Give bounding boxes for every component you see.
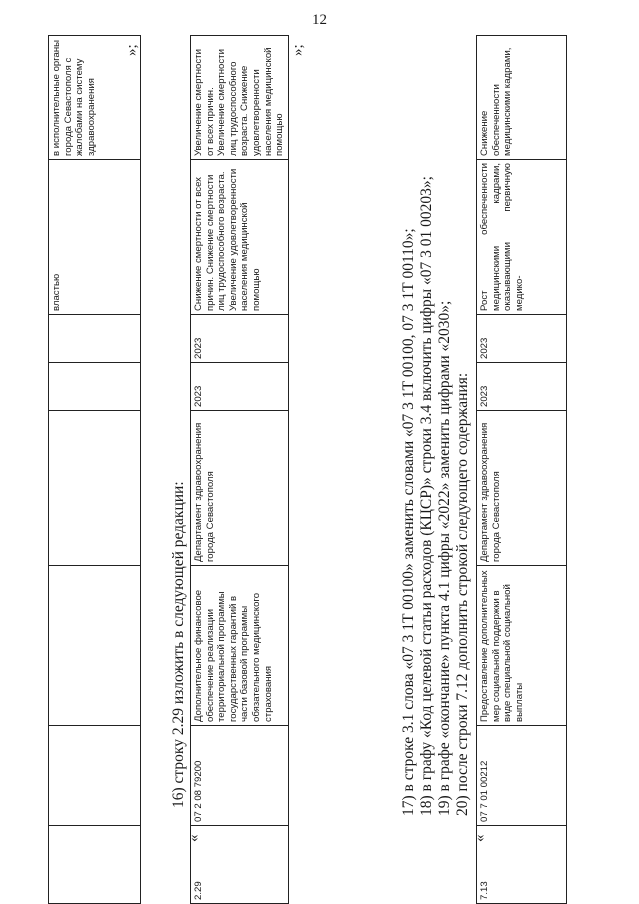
rotated-document-body: [0, 36, 580, 904]
table-cell: властью: [49, 160, 141, 315]
table-row: [191, 36, 289, 904]
instruction-17: 17) в строке 3.1 слова «07 3 1Т 00100» заменить словами «07 3 1Т 00100, 07 3 1Т 00110»;: [400, 228, 417, 816]
table-row-7-13: [476, 36, 567, 904]
table-cell: 7.13: [477, 826, 567, 904]
table-cell: Снижение смертности от всех причин. Снижение смертности лиц трудоспособного возраста. Увеличение удовлетворенности населения медицинской помощью: [191, 160, 289, 315]
table-cell: Департамент здравоохранения города Севастополя: [191, 411, 289, 566]
instruction-19: 19) в графе «окончание» пункта 4.1 цифры «2022» заменить цифрами «2030»;: [436, 300, 453, 816]
table-cell: 2023: [477, 315, 567, 363]
table-row-2-29: [190, 36, 289, 904]
table-cell: [49, 411, 141, 566]
table-fragment-top: [48, 36, 141, 904]
table-cell: 2023: [477, 363, 567, 411]
table-cell: Снижение обеспеченности медицинскими кадрами,: [477, 36, 567, 160]
table-cell: 2.29: [191, 826, 289, 904]
table-cell: Увеличение смертности от всех причин. Увеличение смертности лиц трудоспособного возраста. Снижение удовлетворенности населения медицинской помощью: [191, 36, 289, 160]
table-cell: Департамент здравоохранения города Севастополя: [477, 411, 567, 566]
instruction-18: 18) в графу «Код целевой статьи расходов (КЦСР)» строки 3.4 включить цифры «07 3 01 00203»;: [418, 176, 435, 816]
table-713: [476, 35, 567, 904]
opening-quote: «: [186, 834, 202, 842]
table-cell: Предоставление дополнительных мер социальной поддержки в виде специальной социальной выплаты: [477, 566, 567, 726]
table-row: [49, 36, 141, 904]
instruction-16: 16) строку 2.29 изложить в следующей редакции:: [170, 481, 187, 808]
table-cell: в исполнительные органы города Севастополя с жалобами на систему здравоохранения: [49, 36, 141, 160]
table-cell: 07 7 01 00212: [477, 726, 567, 826]
table-cell: Дополнительное финансовое обеспечение реализации территориальной программы государственных гарантий в части базовой программы обязательного медицинского страхования: [191, 566, 289, 726]
table-229: [190, 35, 289, 904]
table-cell: 07 2 08 79200: [191, 726, 289, 826]
table-cell: [49, 726, 141, 826]
opening-quote: «: [472, 834, 488, 842]
table-cell: Рост обеспеченности медицинскими кадрами, оказывающими первичную медико-: [477, 160, 567, 315]
closing-quote: »;: [124, 44, 140, 56]
instruction-20: 20) после строки 7.12 дополнить строкой следующего содержания:: [454, 372, 471, 816]
table-top: [48, 35, 141, 904]
table-row: [477, 36, 567, 904]
table-cell: 2023: [191, 315, 289, 363]
page-number: 12: [312, 12, 327, 28]
table-cell: 2023: [191, 363, 289, 411]
table-cell: [49, 826, 141, 904]
table-cell: [49, 315, 141, 363]
table-cell: [49, 363, 141, 411]
closing-quote: »;: [290, 44, 306, 56]
table-cell: [49, 566, 141, 726]
